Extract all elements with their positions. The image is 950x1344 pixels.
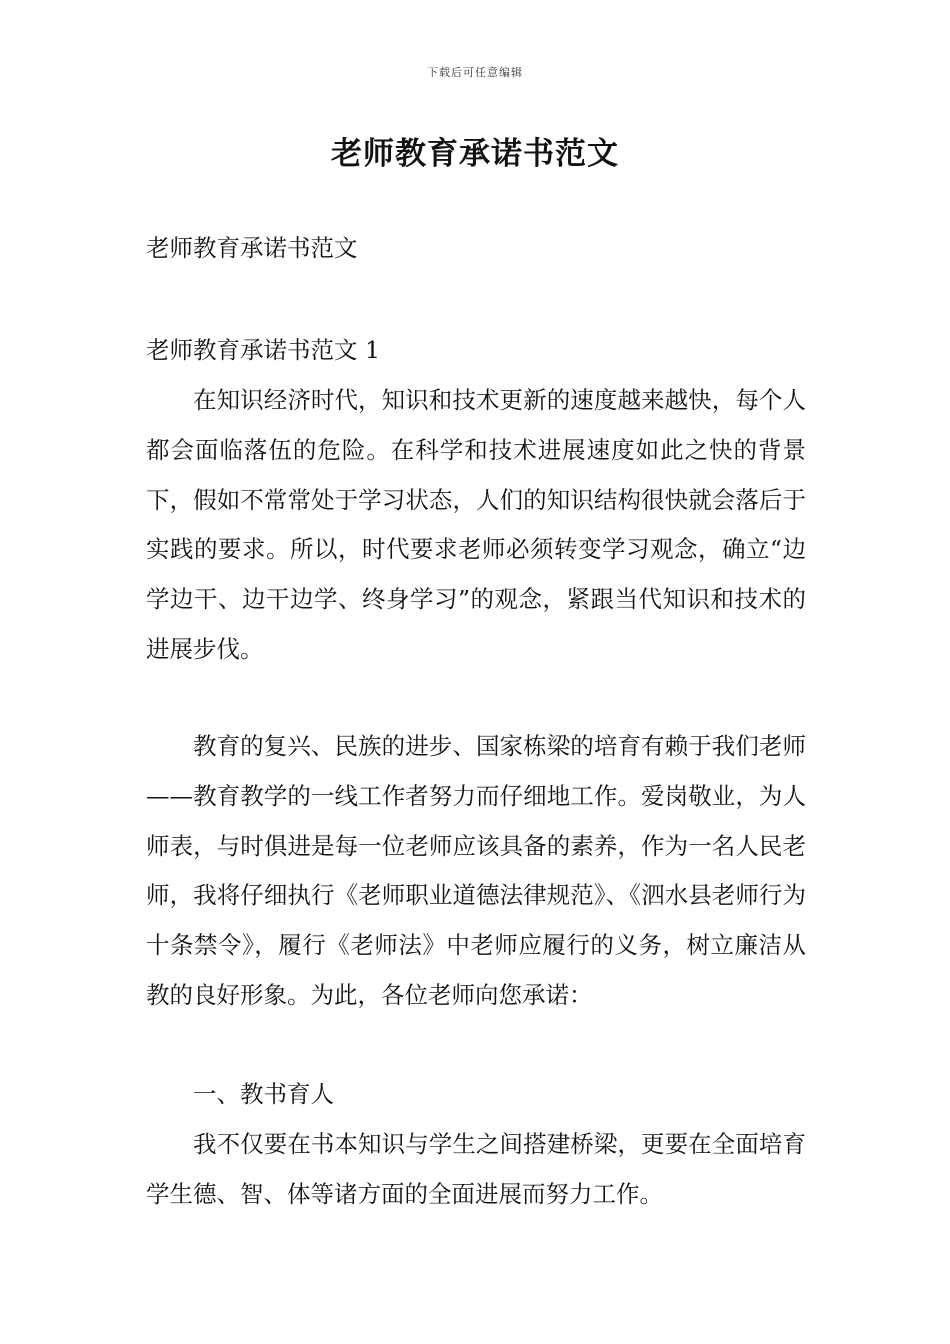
document-subtitle: 老师教育承诺书范文: [146, 234, 358, 262]
paragraph-1: 在知识经济时代，知识和技术更新的速度越来越快，每个人都会面临落伍的危险。在科学和技术进展速度如此之快的背景下，假如不常常处于学习状态，人们的知识结构很快就会落后于实践的要求。所以，时代要求老师必须转变学习观念，确立“边学边干、边干边学、终身学习”的观念，紧跟当代知识和技术的进展步伐。: [146, 386, 806, 663]
paragraph-3: 我不仅要在书本知识与学生之间搭建桥梁，更要在全面培育学生德、智、体等诸方面的全面进展而努力工作。: [146, 1130, 806, 1208]
paragraph-2: 教育的复兴、民族的进步、国家栋梁的培育有赖于我们老师——教育教学的一线工作者努力而仔细地工作。爱岗敬业，为人师表，与时俱进是每一位老师应该具备的素养，作为一名人民老师，我将仔细执行《老师职业道德法律规范》、《泗水县老师行为十条禁令》，履行《老师法》中老师应履行的义务，树立廉洁从教的良好形象。为此，各位老师向您承诺：: [146, 732, 806, 1009]
header-note: 下载后可任意编辑: [427, 66, 523, 79]
document-title: 老师教育承诺书范文: [331, 136, 619, 172]
section-heading: 老师教育承诺书范文 1: [146, 336, 380, 364]
point-heading: 一、教书育人: [193, 1080, 334, 1108]
